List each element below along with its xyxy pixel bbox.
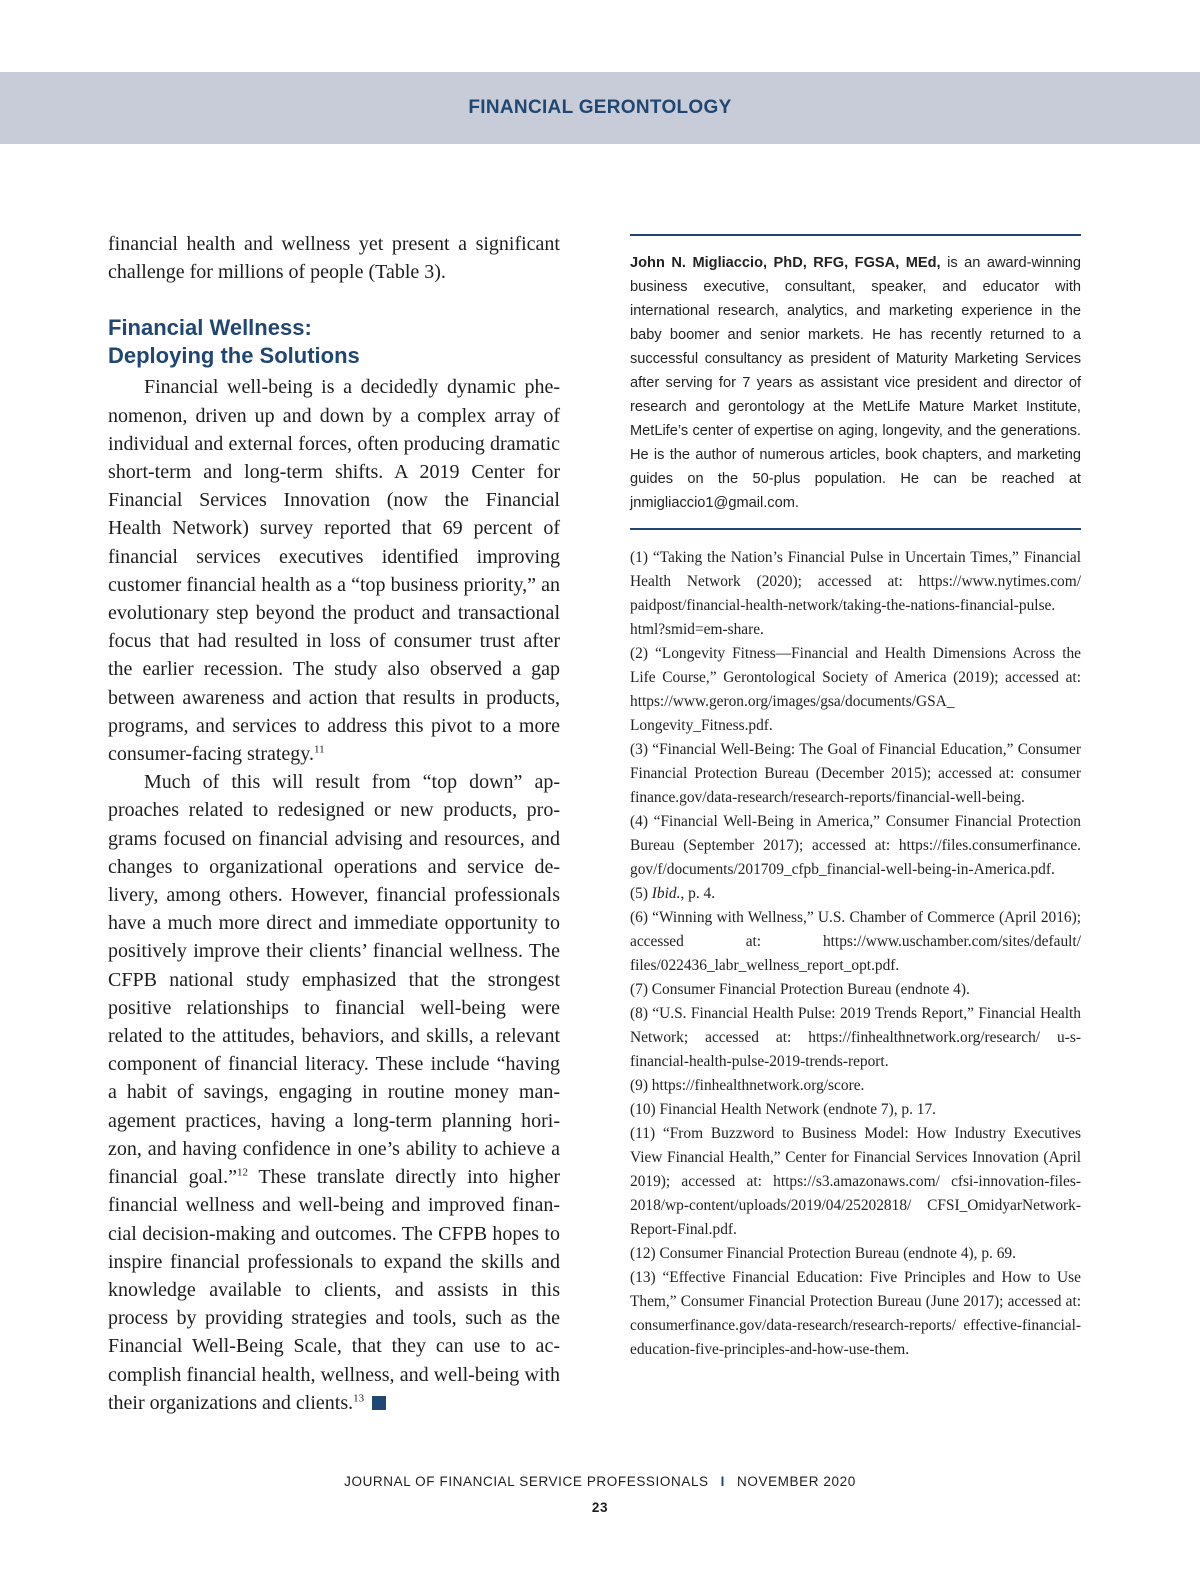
body-paragraph-2 <box>108 768 560 1417</box>
endnote-7: (7) Consumer Financial Protection Bureau (endnote 4). <box>630 981 970 998</box>
endnote-10: (10) Financial Health Network (endnote 7), p. 17. <box>630 1101 937 1118</box>
sidebar-column <box>630 234 1081 1362</box>
endnotes <box>630 530 1081 1362</box>
page-number: 23 <box>591 1500 609 1515</box>
endnote-8: (8) “U.S. Financial Health Pulse: 2019 Trends Report,” Financial Health Network; accessed at: https://finhealthnetwork.org/research/ u-s-financial-health-pulse-2019-trends-report. <box>630 1005 1081 1070</box>
journal-name: JOURNAL OF FINANCIAL SERVICE PROFESSIONALS <box>344 1474 709 1489</box>
endnote-ref-11: 11 <box>314 743 325 756</box>
section-title: FINANCIAL GERONTOLOGY <box>468 97 732 118</box>
heading-line-1: Financial Wellness: <box>108 315 312 341</box>
author-bio-text: is an award-winning business executive, consultant, speaker, and educator with international research, analytics, and marketing experience in the baby boomer and senior markets. He has recently returned to a successful consultancy as president of Maturity Marketing Services after serving for 7 years as assistant vice president and director of research and gerontology at the MetLife Mature Market Institute, MetLife’s center of expertise on aging, longevity, and the generations. He is the author of numerous articles, book chapters, and marketing guides on the 50-plus population. He can be reached at jnmigliaccio1@gmail.com. <box>630 255 1081 511</box>
main-article-column <box>108 230 560 1417</box>
endnote-6: (6) “Winning with Wellness,” U.S. Chamber of Commerce (April 2016); accessed at: https://www.uschamber.com/sites/default/ files/022436_labr_wellness_report_opt.pdf. <box>630 909 1081 974</box>
section-heading <box>108 314 560 370</box>
endnote-9: (9) https://finhealthnetwork.org/score. <box>630 1077 865 1094</box>
body-paragraph-1 <box>108 373 560 768</box>
endnote-4: (4) “Financial Well-Being in America,” Consumer Financial Protection Bureau (September 2017); accessed at: https://files.consumerfinance. gov/f/documents/201709_cfpb_financial-well-being-in-America.pdf. <box>630 813 1081 878</box>
footer-separator: I <box>720 1474 726 1489</box>
author-name: John N. Migliaccio, PhD, RFG, FGSA, MEd, <box>630 255 941 271</box>
endnote-5 <box>630 882 1081 906</box>
running-header <box>0 72 1200 144</box>
endnote-5-prefix: (5) <box>630 885 652 902</box>
endnote-1: (1) “Taking the Nation’s Financial Pulse in Uncertain Times,” Financial Health Network (2020); accessed at: https://www.nytimes.com/ paidpost/financial-health-network/taking-the-nations-financial-pulse. html?smid=em-share. <box>630 549 1081 638</box>
endnote-2: (2) “Longevity Fitness—Financial and Health Dimensions Across the Life Course,” Gerontological Society of America (2019); accessed at: https://www.geron.org/images/gsa/documents/GSA_ Longevity_Fitness.pdf. <box>630 645 1081 734</box>
heading-line-2: Deploying the Solutions <box>108 343 360 369</box>
endnote-11: (11) “From Buzzword to Business Model: How Industry Executives View Financial Health,” Center for Financial Services Innovation (April 2019); accessed at: https://s3.amazonaws.com/ cfsi-innovation-files-2018/wp-content/uploads/2019/04/25202818/ CFSI_OmidyarNetwork-Report-Final.pdf. <box>630 1125 1081 1238</box>
intro-paragraph: financial health and wellness yet present a significant challenge for millions of people (Table 3). <box>108 233 560 284</box>
paragraph-text: Financial well-being is a decidedly dynamic phenomenon, driven up and down by a complex array of individual and external forces, often producing dramatic short-term and long-term shifts. A 2019 Center for Financial Services Innovation (now the Financial Health Network) survey reported that 69 percent of financial services executives identified improving customer financial health as a “top business priority,” an evolutionary step beyond the product and transactional focus that had resulted in loss of consumer trust after the earlier recession. The study also observed a gap between awareness and action that results in products, programs, and services to address this pivot to a more consumer-facing strategy. <box>108 376 560 766</box>
endnote-5-suffix: , p. 4. <box>680 885 716 902</box>
endnote-ref-13: 13 <box>353 1392 365 1405</box>
endnote-5-ibid: Ibid. <box>651 885 681 902</box>
endnote-13: (13) “Effective Financial Education: Five Principles and How to Use Them,” Consumer Financial Protection Bureau (June 2017); accessed at: consumerfinance.gov/data-research/research-reports/ effective-financial-education-five-principles-and-how-use-them. <box>630 1269 1081 1358</box>
endnote-3: (3) “Financial Well-Being: The Goal of Financial Education,” Consumer Financial Protection Bureau (December 2015); accessed at: consumer finance.gov/data-research/research-reports/financial-well-being. <box>630 741 1081 806</box>
endnote-ref-12: 12 <box>237 1166 248 1179</box>
page-footer <box>0 1474 1200 1489</box>
end-of-article-square-icon <box>372 1396 386 1410</box>
paragraph-text: Much of this will result from “top down” approaches related to redesigned or new products, programs focused on financial advising and resources, and changes to organizational operations and service delivery, among others. However, financial professionals have a much more direct and immediate opportunity to positively improve their clients’ financial wellness. The CFPB national study emphasized that the strongest positive relationships to financial well-being were related to the attitudes, behaviors, and skills, a relevant component of financial literacy. These include “having a habit of savings, engaging in routine money management practices, having a long-term planning horizon, and having confidence in one’s ability to achieve a financial goal.” <box>108 771 560 1189</box>
author-bio <box>630 236 1081 528</box>
paragraph-text-continued: These translate directly into higher financial wellness and well-being and improved financial decision-making and outcomes. The CFPB hopes to inspire financial professionals to expand the skills and knowledge available to clients, and assists in this process by providing strategies and tools, such as the Financial Well-Being Scale, that they can use to accomplish financial health, wellness, and well-being with their organizations and clients. <box>108 1166 560 1414</box>
endnote-12: (12) Consumer Financial Protection Bureau (endnote 4), p. 69. <box>630 1245 1016 1262</box>
issue-date: NOVEMBER 2020 <box>737 1474 856 1489</box>
